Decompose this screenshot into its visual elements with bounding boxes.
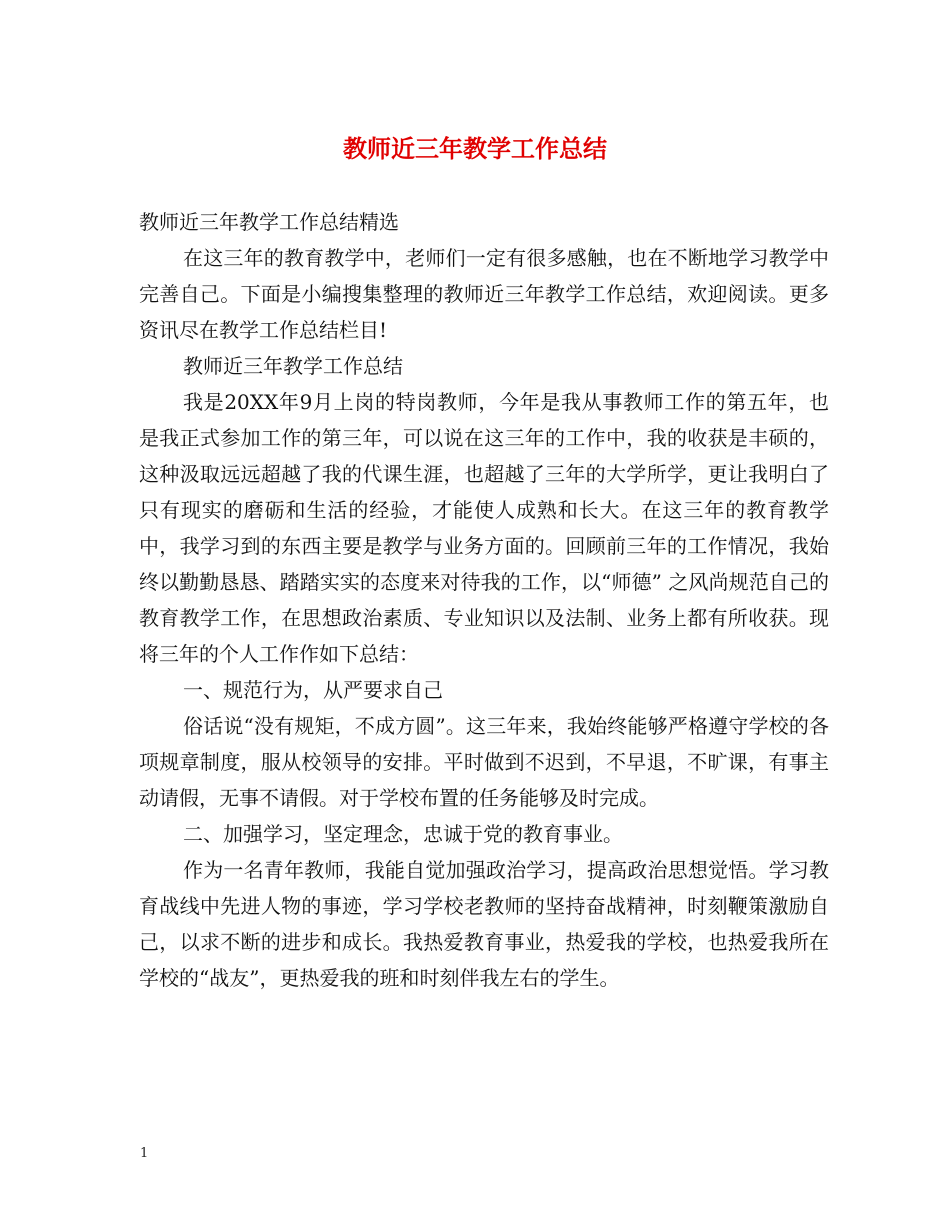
- paragraph-section-2: 作为一名青年教师，我能自觉加强政治学习，提高政治思想觉悟。学习教育战线中先进人物的事迹，学习学校老教师的坚持奋战精神，时刻鞭策激励自己，以求不断的进步和成长。我热爱教育事业，热爱我的学校，也热爱我所在学校的“战友”，更热爱我的班和时刻伴我左右的学生。: [139, 858, 829, 990]
- document-body: [139, 204, 829, 996]
- section-heading-2: 二、加强学习，坚定理念，忠诚于党的教育事业。: [183, 822, 623, 846]
- page-number: 1: [140, 1146, 149, 1161]
- paragraph-intro: 在这三年的教育教学中，老师们一定有很多感触，也在不断地学习教学中完善自己。下面是小编搜集整理的教师近三年教学工作总结，欢迎阅读。更多资讯尽在教学工作总结栏目!: [139, 246, 829, 342]
- document-title: 教师近三年教学工作总结: [343, 134, 607, 163]
- paragraph-heading: 教师近三年教学工作总结: [183, 354, 403, 378]
- paragraph-section-1: 俗话说“没有规矩，不成方圆”。这三年来，我始终能够严格遵守学校的各项规章制度，服从校领导的安排。平时做到不迟到，不早退，不旷课，有事主动请假，无事不请假。对于学校布置的任务能够及时完成。: [139, 714, 829, 810]
- paragraph-background: 我是20XX年9月上岗的特岗教师，今年是我从事教师工作的第五年，也是我正式参加工作的第三年，可以说在这三年的工作中，我的收获是丰硕的，这种汲取远远超越了我的代课生涯，也超越了三年的大学所学，更让我明白了只有现实的磨砺和生活的经验，才能使人成熟和长大。在这三年的教育教学中，我学习到的东西主要是教学与业务方面的。回顾前三年的工作情况，我始终以勤勤恳恳、踏踏实实的态度来对待我的工作，以“师德” 之风尚规范自己的教育教学工作，在思想政治素质、专业知识以及法制、业务上都有所收获。现将三年的个人工作作如下总结：: [139, 390, 829, 666]
- paragraph-subtitle: 教师近三年教学工作总结精选: [139, 210, 399, 234]
- section-heading-1: 一、规范行为，从严要求自己: [183, 678, 443, 702]
